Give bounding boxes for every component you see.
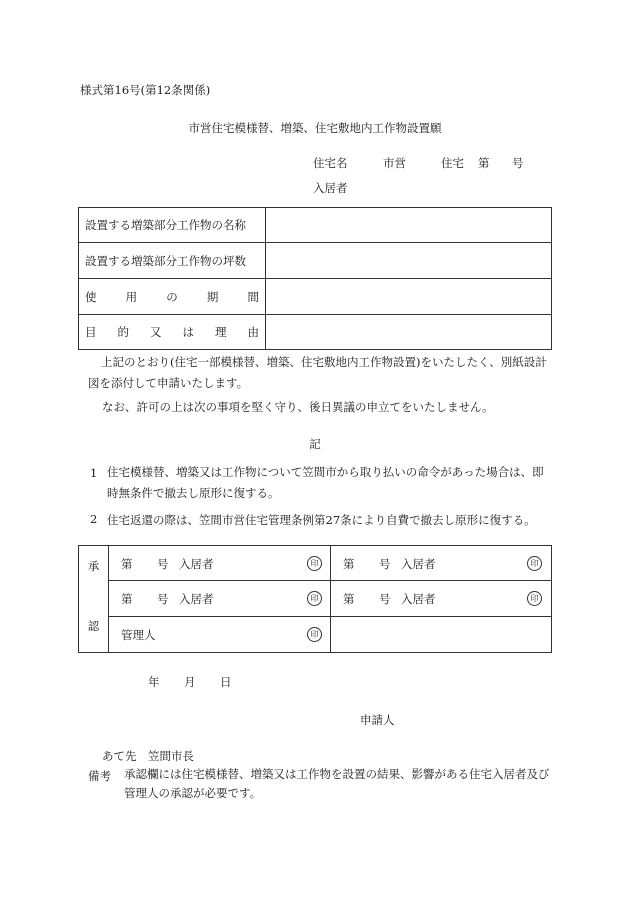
go-label: 号 — [379, 592, 391, 606]
info-table — [78, 207, 552, 350]
ki-heading: 記 — [309, 437, 321, 451]
seal-icon: 印 — [307, 556, 322, 571]
approval-side-bottom: 認 — [87, 619, 100, 633]
item-2-number: 2 — [90, 512, 98, 526]
purpose-reason-field[interactable] — [266, 315, 552, 350]
purpose-reason-label — [79, 315, 266, 350]
structure-area-field[interactable] — [266, 243, 552, 279]
date-month-label: 月 — [184, 675, 196, 689]
seal-icon: 印 — [307, 591, 322, 606]
approval-resident-cell-1[interactable] — [109, 546, 331, 581]
approval-empty-cell — [331, 617, 552, 653]
go-label: 号 — [157, 592, 169, 606]
purpose-reason-char: は — [182, 325, 194, 339]
approval-resident-cell-3[interactable] — [109, 581, 331, 617]
table-row — [79, 581, 552, 617]
document-title: 市営住宅模様替、増築、住宅敷地内工作物設置願 — [188, 121, 442, 135]
addressee: あて先 笠間市長 — [102, 749, 194, 763]
purpose-reason-char: 由 — [247, 325, 259, 339]
housing-jutaku-label: 住宅 — [441, 156, 464, 170]
dai-label: 第 — [121, 592, 133, 606]
usage-period-char: 用 — [125, 289, 138, 304]
form-number: 様式第16号(第12条関係) — [80, 83, 211, 97]
item-2-text: 住宅返還の際は、笠間市営住宅管理条例第27条により自費で撤去し原形に復する。 — [107, 513, 536, 527]
manager-label: 管理人 — [121, 628, 156, 642]
structure-name-label: 設置する増築部分工作物の名称 — [79, 208, 266, 243]
approval-resident-cell-4[interactable] — [331, 581, 552, 617]
purpose-reason-char: 理 — [215, 325, 227, 339]
usage-period-char: 間 — [247, 289, 259, 304]
table-row — [79, 243, 552, 279]
approval-manager-cell[interactable] — [109, 617, 331, 653]
usage-period-field[interactable] — [266, 279, 552, 315]
usage-period-char: 使 — [85, 289, 97, 304]
note-text: 承認欄には住宅模様替、増築又は工作物を設置の結果、影響がある住宅入居者及び管理人の承認が必要です。 — [124, 767, 550, 800]
housing-city-label: 市営 — [383, 156, 406, 170]
housing-go-label: 号 — [512, 156, 524, 170]
usage-period-char: 期 — [206, 289, 219, 304]
seal-icon: 印 — [527, 591, 542, 606]
usage-period-label — [79, 279, 266, 315]
resident-label: 入居者 — [401, 592, 436, 606]
dai-label: 第 — [343, 557, 355, 571]
purpose-reason-char: 又 — [150, 325, 162, 339]
usage-period-char: の — [166, 289, 178, 304]
approval-resident-cell-2[interactable] — [331, 546, 552, 581]
dai-label: 第 — [343, 592, 355, 606]
item-1-number: 1 — [90, 466, 98, 480]
applicant-label: 申請人 — [360, 713, 395, 727]
resident-label: 入居者 — [179, 557, 214, 571]
table-row — [79, 208, 552, 243]
table-row — [79, 315, 552, 350]
resident-label: 入居者 — [401, 557, 436, 571]
seal-icon: 印 — [527, 556, 542, 571]
dai-label: 第 — [121, 557, 133, 571]
resident-label: 入居者 — [179, 592, 214, 606]
seal-icon: 印 — [307, 627, 322, 642]
structure-name-field[interactable] — [266, 208, 552, 243]
go-label: 号 — [157, 557, 169, 571]
table-row — [79, 279, 552, 315]
purpose-reason-char: 目 — [85, 325, 97, 339]
table-row — [79, 617, 552, 653]
purpose-reason-char: 的 — [117, 325, 129, 339]
date-year-label: 年 — [148, 675, 160, 689]
approval-side-label — [79, 546, 109, 653]
resident-label: 入居者 — [313, 181, 348, 195]
structure-area-label: 設置する増築部分工作物の坪数 — [79, 243, 266, 279]
housing-dai-label: 第 — [478, 156, 490, 170]
go-label: 号 — [379, 557, 391, 571]
approval-side-top: 承 — [87, 559, 100, 573]
application-paragraph: 上記のとおり(住宅一部模様替、増築、住宅敷地内工作物設置)をいたしたく、別紙設計図を添付して申請いたします。 — [88, 355, 547, 390]
approval-table — [78, 545, 552, 653]
date-day-label: 日 — [220, 675, 232, 689]
housing-name-label: 住宅名 — [313, 156, 348, 170]
item-1-text: 住宅模様替、増築又は工作物について笠間市から取り払いの命令があった場合は、即時無条件で撤去し原形に復する。 — [107, 465, 544, 500]
note-label: 備考 — [88, 769, 111, 783]
table-row — [79, 546, 552, 581]
pledge-paragraph: なお、許可の上は次の事項を堅く守り、後日異議の申立てをいたしません。 — [102, 400, 494, 414]
